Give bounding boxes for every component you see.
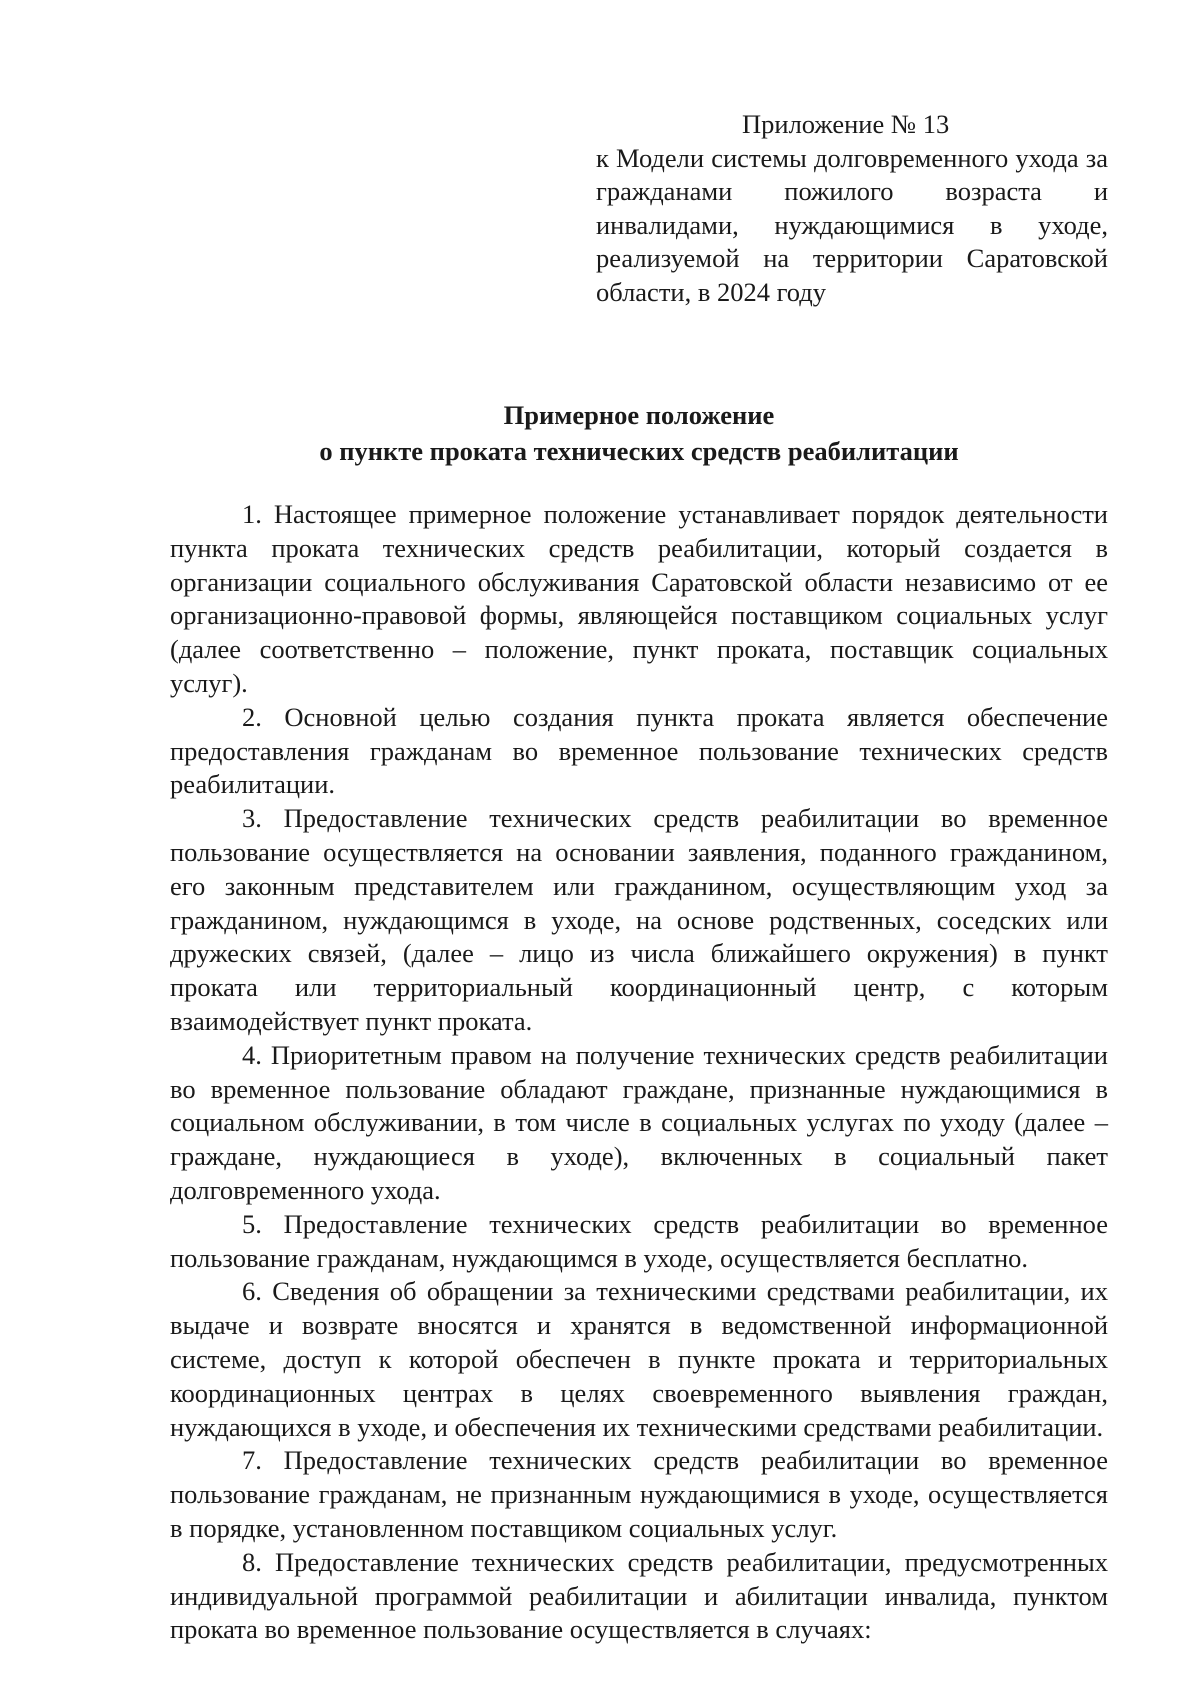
title-line-1: Примерное положение [503, 400, 775, 430]
appendix-block [596, 108, 1108, 309]
appendix-number: Приложение № 13 [742, 109, 950, 139]
paragraph-7: 7. Предоставление технических средств реабилитации во временное пользование гражданам, не признанным нуждающимися в уходе, осуществляется в порядке, установленном поставщиком социальных услуг. [170, 1445, 1108, 1543]
paragraph-3: 3. Предоставление технических средств реабилитации во временное пользование осуществляется на основании заявления, поданного гражданином, его законным представителем или гражданином, осуществляющим уход за гражданином, нуждающимся в уходе, на основе родственных, соседских или дружеских связей, (далее – лицо из числа ближайшего окружения) в пункт проката или территориальный координационный центр, с которым взаимодействует пункт проката. [170, 803, 1108, 1036]
title-line-2: о пункте проката технических средств реабилитации [319, 436, 959, 466]
paragraph-8: 8. Предоставление технических средств реабилитации, предусмотренных индивидуальной программой реабилитации и абилитации инвалида, пунктом проката во временное пользование осуществляется в случаях: [170, 1546, 1108, 1645]
paragraph-5: 5. Предоставление технических средств реабилитации во временное пользование гражданам, нуждающимся в уходе, осуществляется бесплатно. [170, 1208, 1108, 1273]
document-title [170, 397, 1108, 469]
paragraph-2: 2. Основной целью создания пункта проката является обеспечение предоставления гражданам во временное пользование технических средств реабилитации. [170, 701, 1108, 800]
paragraph-6: 6. Сведения об обращении за техническими средствами реабилитации, их выдаче и возврате вносятся и хранятся в ведомственной информационной системе, доступ к которой обеспечен в пункте проката и территориальных координационных центрах в целях своевременного выявления граждан, нуждающихся в уходе, и обеспечения их техническими средствами реабилитации. [170, 1276, 1108, 1442]
appendix-text: к Модели системы долговременного ухода за гражданами пожилого возраста и инвалидами, нуждающимися в уходе, реализуемой на территории Саратовской области, в 2024 году [596, 142, 1108, 307]
paragraph-1: 1. Настоящее примерное положение устанавливает порядок деятельности пункта проката технических средств реабилитации, который создается в организации социального обслуживания Саратовской области независимо от ее организационно-правовой формы, являющейся поставщиком социальных услуг (далее соответственно – положение, пункт проката, поставщик социальных услуг). [170, 499, 1108, 698]
paragraph-4: 4. Приоритетным правом на получение технических средств реабилитации во временное пользование обладают граждане, признанные нуждающимися в социальном обслуживании, в том числе в социальных услугах по уходу (далее – граждане, нуждающиеся в уходе), включенных в социальный пакет долговременного ухода. [170, 1039, 1108, 1205]
document-body [170, 498, 1108, 1647]
